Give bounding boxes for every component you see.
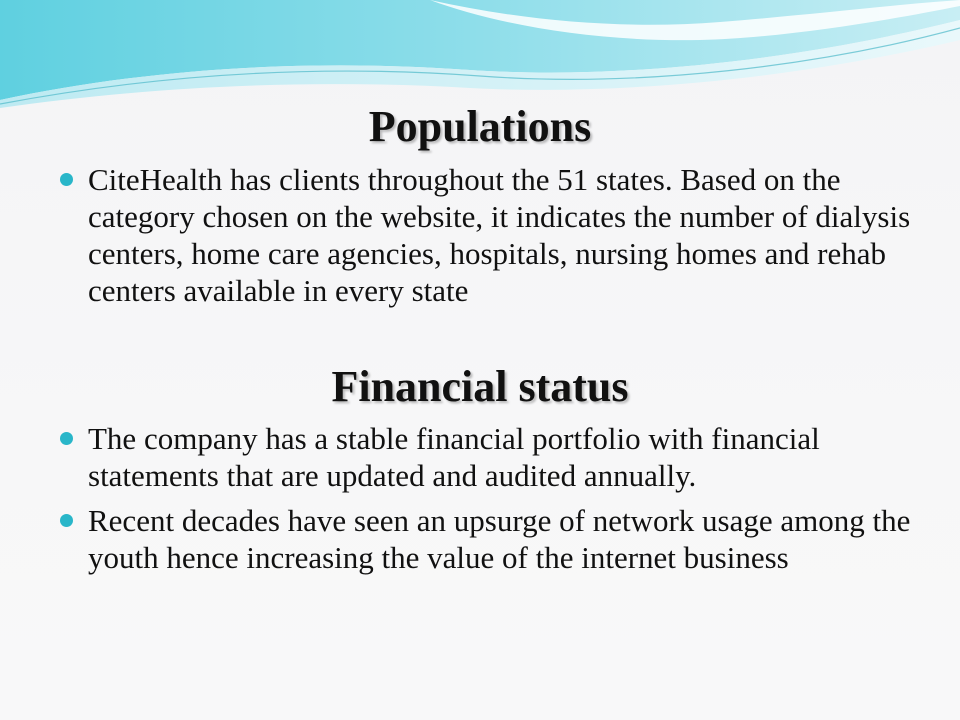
- populations-bullet-list: [58, 161, 918, 317]
- financial-bullet-list: [58, 420, 918, 584]
- heading-financial-status: Financial status: [331, 362, 629, 411]
- bullet-dot-icon: [60, 173, 73, 186]
- bullet-text: CiteHealth has clients throughout the 51 states. Based on the category chosen on the website, it indicates the number of dialysis centers, home care agencies, hospitals, nursing homes and rehab centers available in every state: [88, 162, 911, 308]
- bullet-text: The company has a stable financial portfolio with financial statements that are updated and audited annually.: [88, 421, 820, 493]
- heading-populations: Populations: [368, 102, 592, 151]
- bullet-item: [58, 502, 918, 576]
- bullet-text: Recent decades have seen an upsurge of network usage among the youth hence increasing the value of the internet business: [88, 503, 911, 575]
- bullet-dot-icon: [60, 514, 73, 527]
- bullet-dot-icon: [60, 432, 73, 445]
- bullet-item: [58, 420, 918, 494]
- bullet-item: [58, 161, 918, 309]
